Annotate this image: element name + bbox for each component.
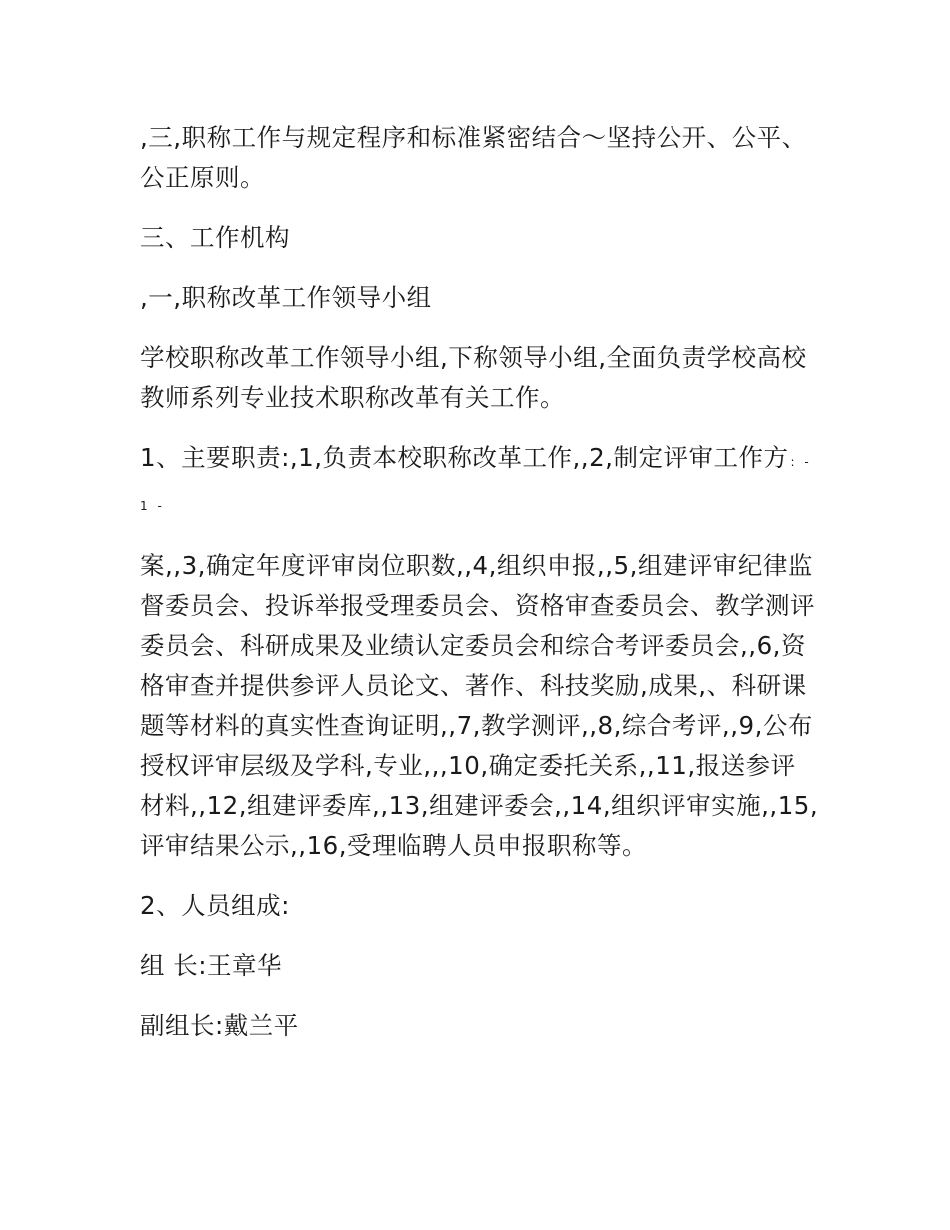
heading-members: 2、人员组成: [140, 891, 290, 920]
paragraph-duties-start [140, 438, 820, 526]
member-deputy-leader: 副组长:戴兰平 [140, 1011, 299, 1040]
document-body [140, 118, 820, 1066]
subheading-leading-group: ,一,职称改革工作领导小组 [140, 283, 432, 312]
heading-work-organization: 三、工作机构 [140, 223, 290, 252]
member-leader: 组 长:王章华 [140, 951, 283, 980]
paragraph-leading-group-intro: 学校职称改革工作领导小组,下称领导小组,全面负责学校高校教师系列专业技术职称改革有关工作。 [140, 343, 807, 412]
duties-start-text: 1、主要职责:,1,负责本校职称改革工作,,2,制定评审工作方 [140, 443, 789, 472]
paragraph-principle: ,三,职称工作与规定程序和标准紧密结合～坚持公开、公平、公正原则。 [140, 123, 807, 192]
paragraph-duties-list: 案,,3,确定年度评审岗位职数,,4,组织申报,,5,组建评审纪律监督委员会、投诉举报受理委员会、资格审查委员会、教学测评委员会、科研成果及业绩认定委员会和综合考评委员会,,6,资格审查并提供参评人员论文、著作、科技奖励,成果,、科研课题等材料的真实性查询证明,,7,教学测评,,8,综合考评,,9,公布授权评审层级及学科,专业,,,10,确定委托关系,,11,报送参评材料,,12,组建评委库,,13,组建评委会,,14,组织评审实施,,15,评审结果公示,,16,受理临聘人员申报职称等。 [140, 551, 819, 860]
page-number-marker: : - 1 - [140, 455, 812, 513]
